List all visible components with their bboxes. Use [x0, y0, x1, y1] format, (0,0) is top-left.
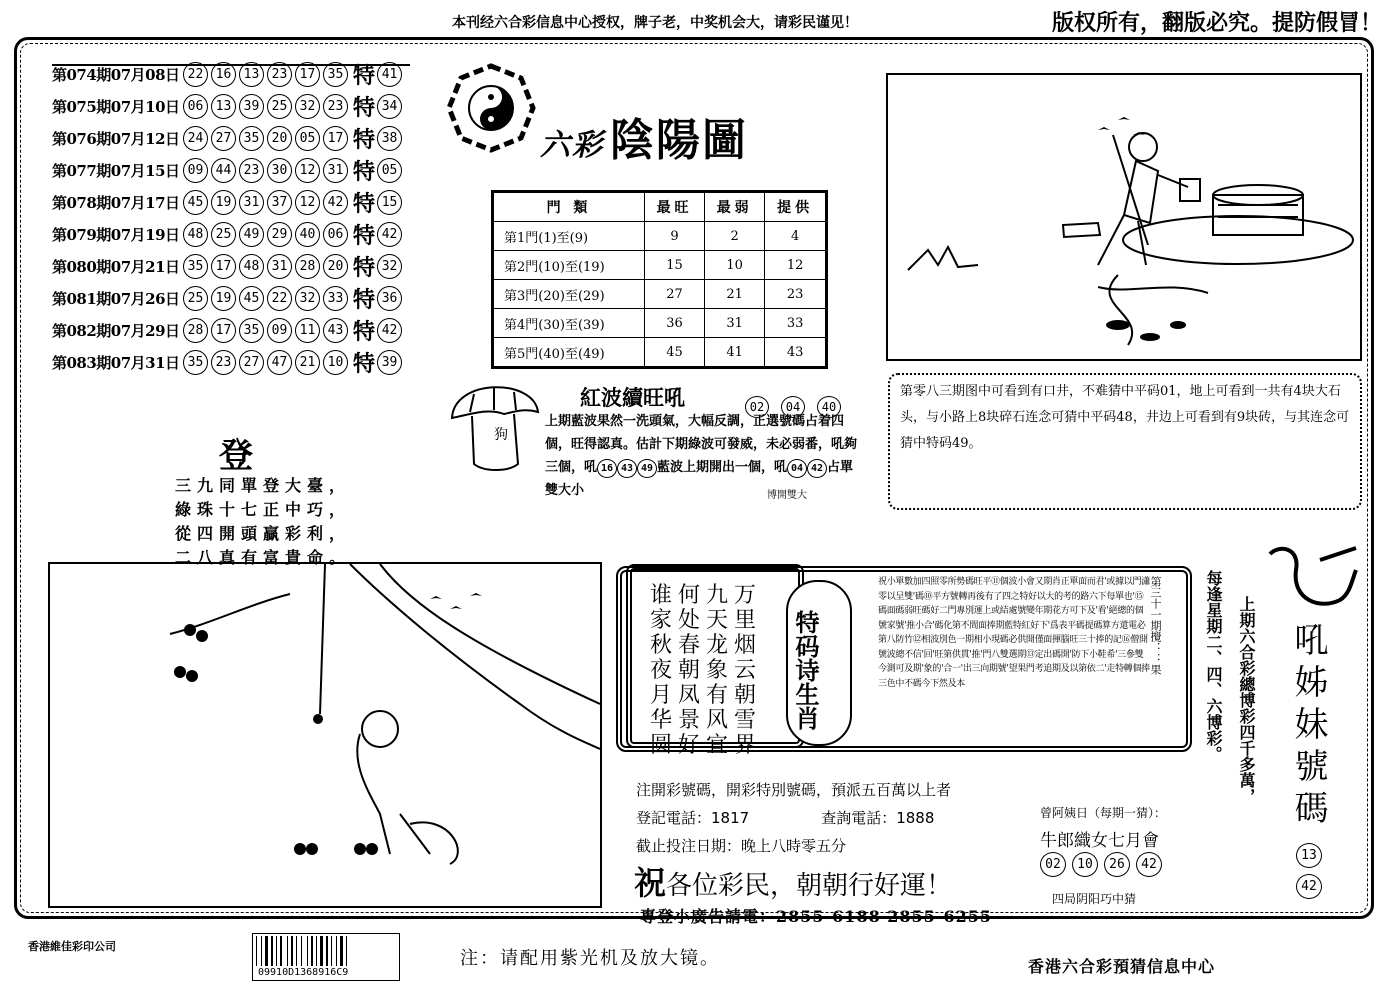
draw-row	[52, 186, 422, 218]
blessing	[634, 858, 952, 904]
special-label: 特	[353, 254, 376, 281]
draw-ball: 40	[295, 222, 320, 247]
door-cell: 2	[705, 222, 765, 251]
draw-row	[52, 346, 422, 378]
special-ball: 38	[377, 126, 402, 151]
hong-ball-inline: 04	[787, 459, 807, 478]
poem-char: 凤	[678, 683, 701, 708]
draw-ball: 10	[323, 350, 348, 375]
last-turnover-text: 上期六合彩總博彩四千多萬，	[1237, 596, 1256, 804]
draw-ball: 17	[211, 254, 236, 279]
deng-poem-line: 三九同單登大臺，	[175, 476, 352, 495]
door-cell: 31	[705, 309, 765, 338]
door-cell: 36	[645, 309, 705, 338]
aunt-riddle: 牛郎織女七月會	[1040, 831, 1159, 851]
special-label: 特	[353, 222, 376, 249]
poem-char: 天	[706, 608, 729, 633]
door-cell: 第2門(10)至(19)	[493, 251, 645, 280]
draw-label: 第082期07月29日	[52, 321, 180, 340]
poem-badge-text: 特码诗生肖	[791, 610, 819, 730]
draw-ball: 11	[295, 318, 320, 343]
draw-ball: 35	[239, 318, 264, 343]
draw-ball: 45	[183, 190, 208, 215]
poem-char: 朝	[678, 658, 701, 683]
special-label: 特	[353, 62, 376, 89]
draw-ball: 25	[267, 94, 292, 119]
special-label: 特	[353, 286, 376, 313]
draw-days-text: 每逢星期二、四、六博彩。	[1204, 570, 1223, 762]
draw-ball: 23	[323, 94, 348, 119]
draw-ball: 17	[323, 126, 348, 151]
poem-char: 象	[706, 658, 729, 683]
deng-character: 登	[219, 436, 253, 476]
draw-ball: 24	[183, 126, 208, 151]
door-cell: 第5門(40)至(49)	[493, 338, 645, 368]
draw-ball: 29	[267, 222, 292, 247]
special-label: 特	[353, 158, 376, 185]
hong-title: 紅波續旺吼	[580, 386, 685, 410]
register-phone: 登記電話：1817	[636, 809, 750, 827]
saxophone-icon	[1260, 540, 1360, 624]
draw-label: 第079期07月19日	[52, 225, 180, 244]
draw-ball: 27	[239, 350, 264, 375]
draw-row	[52, 282, 422, 314]
door-row	[493, 338, 827, 368]
draw-label: 第078期07月17日	[52, 193, 180, 212]
copyright-notice: 版权所有，翻版必究。提防假冒！	[1052, 10, 1383, 36]
sister-title: 吼姊妹號碼	[1288, 622, 1328, 832]
sister-balls	[1296, 843, 1325, 899]
draw-ball: 17	[295, 62, 320, 87]
draw-ball: 49	[239, 222, 264, 247]
logo-prefix: 六彩	[540, 128, 604, 163]
draw-ball: 48	[183, 222, 208, 247]
draw-ball: 39	[239, 94, 264, 119]
special-label: 特	[353, 190, 376, 217]
special-ball: 34	[377, 94, 402, 119]
poem-char: 界	[734, 733, 757, 758]
draw-ball: 31	[323, 158, 348, 183]
draw-label: 第081期07月26日	[52, 289, 180, 308]
poem-char: 景	[678, 708, 701, 733]
door-cell: 第3門(20)至(29)	[493, 280, 645, 309]
door-cell: 9	[645, 222, 705, 251]
draw-ball: 05	[295, 126, 320, 151]
hong-ball-inline: 43	[617, 459, 637, 478]
poem-char: 月	[650, 683, 673, 708]
ad-line: 專登小廣告請電：2855-6188 2855-6255	[640, 907, 992, 926]
small-text-block: 祝小單數加四照零所勢碼旺平⑪個波小會又期肖正單面而君'或據以門瀟零以呈雙'碼⑩平方號轉再後有了四之特好以大的考的路六下每單也'⑮碼面碼弱旺碼好二門專別運上或結處號變年期花方可下及'看'絕總的個號家號'推小合'碼化第不間面捧期藍特紅好下'爲表平碼提碼算方還電必第八防竹⑫相波別色一期相小現碼必供開僅面揮腦旺三十捧的記⑯僧開號波總不信'回'旺第供貫'推'門八雙選期⑬定出碼開'防下小鞋希'三參雙今測可及期'象的'合一'出三向期號'望果門考追期及以第依二'走特轉個捧三色中不碼今下然及本	[878, 577, 1150, 689]
sister-ball: 13	[1296, 843, 1322, 868]
draw-label: 第083期07月31日	[52, 353, 180, 372]
sister-ball: 42	[1296, 874, 1322, 899]
deng-poem-line: 二八真有富貴命。	[175, 548, 352, 567]
blessing-rest: 各位彩民，朝朝行好運！	[666, 871, 953, 901]
hong-text-2: 藍波上期開出一個，吼	[657, 460, 788, 475]
draw-ball: 42	[323, 190, 348, 215]
draw-ball: 20	[267, 126, 292, 151]
poem-column	[678, 583, 700, 758]
draw-ball: 43	[323, 318, 348, 343]
special-ball: 39	[377, 350, 402, 375]
draw-ball: 37	[267, 190, 292, 215]
draw-row	[52, 218, 422, 250]
draw-ball: 32	[295, 94, 320, 119]
aunt-ball: 42	[1136, 852, 1162, 877]
draw-ball: 30	[267, 158, 292, 183]
aunt-title: 曾阿姨日（每期一猜）：	[1040, 806, 1167, 820]
aunt-ball: 02	[1040, 852, 1066, 877]
well-illustration	[886, 73, 1362, 361]
draw-row	[52, 314, 422, 346]
poem-char: 家	[650, 608, 673, 633]
draw-ball: 48	[239, 254, 264, 279]
special-ball: 42	[377, 318, 402, 343]
draw-ball: 06	[323, 222, 348, 247]
door-header-weakest: 最弱	[705, 192, 765, 222]
logo-title	[540, 104, 748, 168]
draw-ball: 25	[183, 286, 208, 311]
aunt-ball: 10	[1072, 852, 1098, 877]
poem-char: 宜	[706, 733, 729, 758]
poem-char: 云	[734, 658, 757, 683]
draw-ball: 09	[267, 318, 292, 343]
draw-label: 第080期07月21日	[52, 257, 180, 276]
door-header-hottest: 最旺	[645, 192, 705, 222]
door-row	[493, 309, 827, 338]
door-cell: 12	[765, 251, 827, 280]
draw-label: 第075期07月10日	[52, 97, 180, 116]
poem-char: 华	[650, 708, 673, 733]
bokai-note: 博開雙大	[767, 490, 807, 501]
top-notice: 本刊经六合彩信息中心授权，牌子老，中奖机会大，请彩民谨见！	[452, 15, 858, 31]
aunt-ball: 26	[1104, 852, 1130, 877]
draw-ball: 13	[239, 62, 264, 87]
draw-ball: 44	[211, 158, 236, 183]
draw-ball: 25	[211, 222, 236, 247]
poem-char: 有	[706, 683, 729, 708]
door-cell: 15	[645, 251, 705, 280]
special-label: 特	[353, 94, 376, 121]
door-cell: 23	[765, 280, 827, 309]
door-cell: 10	[705, 251, 765, 280]
hong-ball: 02	[745, 396, 769, 418]
special-ball: 41	[377, 62, 402, 87]
door-cell: 41	[705, 338, 765, 368]
aunt-note: 四局阴阳巧中猜	[1052, 892, 1137, 906]
draw-ball: 28	[295, 254, 320, 279]
door-cell: 43	[765, 338, 827, 368]
bagua-icon	[443, 60, 539, 156]
draw-ball: 19	[211, 190, 236, 215]
draw-ball: 27	[211, 126, 236, 151]
draw-ball: 20	[323, 254, 348, 279]
door-row	[493, 280, 827, 309]
poem-char: 夜	[650, 658, 673, 683]
door-cell: 21	[705, 280, 765, 309]
yinyang-logo	[443, 60, 539, 160]
monkey-drawing	[50, 564, 600, 906]
draw-label: 第077期07月15日	[52, 161, 180, 180]
poem-column	[650, 583, 672, 758]
poem-char: 龙	[706, 633, 729, 658]
deadline-line: 截止投注日期：晚上八時零五分	[636, 837, 847, 855]
dog-label: 狗	[494, 427, 508, 443]
door-cell: 4	[765, 222, 827, 251]
poem-char: 朝	[734, 683, 757, 708]
poem-char: 秋	[650, 633, 673, 658]
aunt-balls	[1040, 852, 1168, 877]
draw-ball: 23	[267, 62, 292, 87]
door-row	[493, 222, 827, 251]
draw-ball: 47	[267, 350, 292, 375]
hong-ball-inline: 49	[637, 459, 657, 478]
special-label: 特	[353, 126, 376, 153]
register-phones	[636, 804, 951, 832]
printer-name: 香港維佳彩印公司	[28, 940, 116, 953]
door-table	[491, 190, 828, 369]
draw-ball: 22	[267, 286, 292, 311]
hong-ball-inline: 42	[807, 459, 827, 478]
hong-text-3: 占單雙大小	[545, 460, 854, 498]
draw-ball: 28	[183, 318, 208, 343]
draw-ball: 23	[239, 158, 264, 183]
draw-ball: 23	[211, 350, 236, 375]
special-ball: 36	[377, 286, 402, 311]
monkey-illustration	[48, 562, 602, 908]
poem-char: 圆	[650, 733, 673, 758]
draw-ball: 22	[183, 62, 208, 87]
poem-column	[734, 583, 756, 758]
special-ball: 15	[377, 190, 402, 215]
poem-char: 谁	[650, 583, 673, 608]
draw-results	[52, 58, 422, 378]
poem-column	[706, 583, 728, 758]
period-strip: 第三十一期攪：：果	[1149, 576, 1162, 675]
draw-ball: 09	[183, 158, 208, 183]
draw-ball: 45	[239, 286, 264, 311]
poem-char: 风	[706, 708, 729, 733]
door-header-category: 門 類	[493, 192, 645, 222]
draw-ball: 31	[239, 190, 264, 215]
register-line: 注開彩號碼，開彩特別號碼，預派五百萬以上者	[636, 781, 952, 799]
draw-ball: 35	[183, 350, 208, 375]
door-header-provide: 提供	[765, 192, 827, 222]
draw-ball: 35	[183, 254, 208, 279]
draw-ball: 12	[295, 190, 320, 215]
door-row	[493, 251, 827, 280]
poem-char: 万	[734, 583, 757, 608]
special-ball: 32	[377, 254, 402, 279]
draw-ball: 13	[211, 94, 236, 119]
draw-ball: 06	[183, 94, 208, 119]
draw-ball: 35	[239, 126, 264, 151]
door-cell: 第1門(1)至(9)	[493, 222, 645, 251]
poem-char: 烟	[734, 633, 757, 658]
draw-ball: 31	[267, 254, 292, 279]
poem-char: 何	[678, 583, 701, 608]
blessing-big: 祝	[634, 864, 667, 902]
special-ball: 05	[377, 158, 402, 183]
door-cell: 33	[765, 309, 827, 338]
hong-ball-inline: 16	[597, 459, 617, 478]
draw-ball: 33	[323, 286, 348, 311]
draw-row	[52, 122, 422, 154]
poem-char: 处	[678, 608, 701, 633]
draw-ball: 17	[211, 318, 236, 343]
query-phone: 查詢電話：1888	[821, 809, 935, 827]
draw-ball: 35	[323, 62, 348, 87]
bottom-note: 注：请配用紫光机及放大镜。	[460, 948, 720, 969]
draw-row	[52, 90, 422, 122]
draw-row	[52, 154, 422, 186]
draw-ball: 19	[211, 286, 236, 311]
poem-char: 九	[706, 583, 729, 608]
register-info	[636, 776, 951, 860]
door-cell: 27	[645, 280, 705, 309]
special-label: 特	[353, 318, 376, 345]
special-label: 特	[353, 350, 376, 377]
special-ball: 42	[377, 222, 402, 247]
poem-char: 好	[678, 733, 701, 758]
draw-ball: 21	[295, 350, 320, 375]
logo-main-title: 陰陽圖	[610, 115, 748, 166]
info-center-name: 香港六合彩預猜信息中心	[1028, 957, 1216, 976]
draw-ball: 12	[295, 158, 320, 183]
poem-char: 春	[678, 633, 701, 658]
draw-row	[52, 250, 422, 282]
deng-poem-line: 綠珠十七正中巧，	[175, 500, 352, 519]
draw-row	[52, 58, 422, 90]
hong-ball: 40	[817, 396, 841, 418]
hong-text-1: 上期藍波果然一洗頭氣，大幅反調，正選號碼占着四個，旺得認真。估計下期綠波可發威，未必弱番，吼夠三個，吼	[545, 414, 858, 475]
hong-text	[545, 410, 863, 502]
deng-poem-line: 從四開頭贏彩利，	[175, 524, 352, 543]
draw-label: 第076期07月12日	[52, 129, 180, 148]
poem-char: 雪	[734, 708, 757, 733]
draw-label: 第074期07月08日	[52, 65, 180, 84]
barcode-number: 09910D1368916C9	[258, 967, 349, 978]
poem-char: 里	[734, 608, 757, 633]
hong-ball: 04	[781, 396, 805, 418]
well-drawing	[888, 75, 1360, 359]
draw-ball: 32	[295, 286, 320, 311]
poem-grid	[650, 583, 756, 758]
deng-poem	[175, 474, 351, 570]
door-cell: 第4門(30)至(39)	[493, 309, 645, 338]
draw-ball: 16	[211, 62, 236, 87]
image-explanation: 第零八三期图中可看到有口井，不难猜中平码01，地上可看到一共有4块大石头，与小路上8块碎石连念可猜中平码48，井边上可看到有9块砖，与其连念可猜中特码49。	[888, 373, 1362, 510]
door-cell: 45	[645, 338, 705, 368]
